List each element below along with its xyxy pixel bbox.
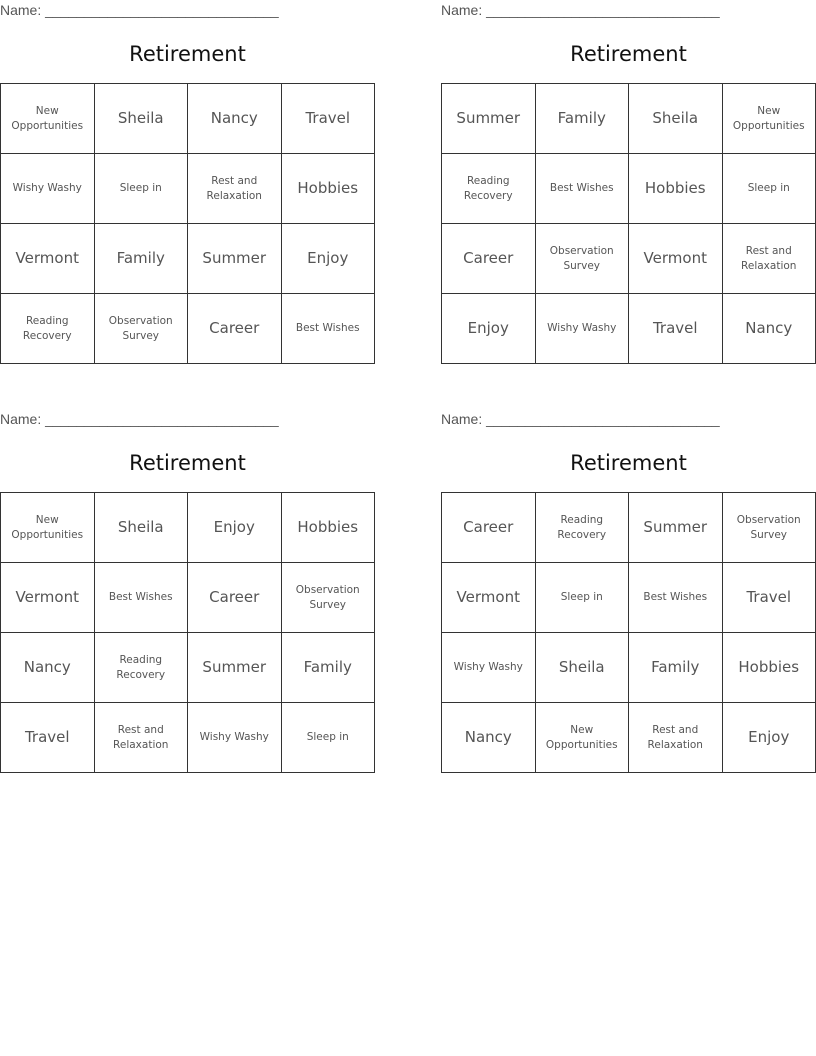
bingo-cell: Sheila: [629, 84, 723, 154]
bingo-cell: Career: [442, 493, 536, 563]
bingo-cell: Rest and Relaxation: [188, 154, 282, 224]
bingo-cell: Travel: [282, 84, 376, 154]
bingo-grid: [0, 492, 375, 773]
bingo-cell: Vermont: [629, 224, 723, 294]
bingo-cell: Enjoy: [723, 703, 816, 773]
bingo-cell: Enjoy: [442, 294, 536, 364]
bingo-cell: Rest and Relaxation: [723, 224, 816, 294]
bingo-cell: Nancy: [1, 633, 95, 703]
bingo-cell: Nancy: [442, 703, 536, 773]
bingo-cell: Reading Recovery: [1, 294, 95, 364]
bingo-cell: Vermont: [1, 224, 95, 294]
bingo-cell: Rest and Relaxation: [629, 703, 723, 773]
bingo-cell: New Opportunities: [1, 493, 95, 563]
bingo-cell: Nancy: [723, 294, 816, 364]
bingo-cell: Wishy Washy: [536, 294, 630, 364]
bingo-cell: Vermont: [442, 563, 536, 633]
bingo-cell: Observation Survey: [282, 563, 376, 633]
bingo-cell: Sleep in: [723, 154, 816, 224]
name-field: Name: ______________________________: [441, 2, 720, 18]
bingo-cell: Travel: [723, 563, 816, 633]
bingo-cell: Hobbies: [282, 493, 376, 563]
bingo-cell: New Opportunities: [1, 84, 95, 154]
bingo-cell: Observation Survey: [723, 493, 816, 563]
card-title: Retirement: [129, 451, 246, 475]
card-title: Retirement: [129, 42, 246, 66]
name-field: Name: ______________________________: [0, 2, 279, 18]
bingo-cell: Summer: [629, 493, 723, 563]
bingo-cell: Wishy Washy: [188, 703, 282, 773]
bingo-cell: Vermont: [1, 563, 95, 633]
card-title: Retirement: [570, 42, 687, 66]
bingo-cell: Career: [188, 563, 282, 633]
bingo-cell: Wishy Washy: [442, 633, 536, 703]
bingo-grid: [441, 83, 816, 364]
bingo-cell: Rest and Relaxation: [95, 703, 189, 773]
bingo-grid: [0, 83, 375, 364]
bingo-cell: Family: [95, 224, 189, 294]
bingo-cell: Observation Survey: [536, 224, 630, 294]
bingo-cell: Career: [442, 224, 536, 294]
bingo-grid: [441, 492, 816, 773]
bingo-cell: Nancy: [188, 84, 282, 154]
bingo-cell: Best Wishes: [95, 563, 189, 633]
bingo-cell: Summer: [442, 84, 536, 154]
bingo-cell: Sleep in: [95, 154, 189, 224]
bingo-cell: Sheila: [536, 633, 630, 703]
card-title: Retirement: [570, 451, 687, 475]
bingo-cell: Sleep in: [536, 563, 630, 633]
bingo-cell: Observation Survey: [95, 294, 189, 364]
bingo-cell: Best Wishes: [536, 154, 630, 224]
name-field: Name: ______________________________: [441, 411, 720, 427]
bingo-cell: Sheila: [95, 84, 189, 154]
bingo-cell: Best Wishes: [282, 294, 376, 364]
bingo-cell: Travel: [1, 703, 95, 773]
bingo-cell: Family: [629, 633, 723, 703]
bingo-cell: New Opportunities: [723, 84, 816, 154]
bingo-cell: Reading Recovery: [536, 493, 630, 563]
bingo-cell: Sheila: [95, 493, 189, 563]
bingo-cell: Hobbies: [723, 633, 816, 703]
bingo-cell: Best Wishes: [629, 563, 723, 633]
bingo-cell: Reading Recovery: [442, 154, 536, 224]
bingo-cell: Enjoy: [188, 493, 282, 563]
bingo-cell: Hobbies: [629, 154, 723, 224]
bingo-cell: Family: [536, 84, 630, 154]
bingo-cell: New Opportunities: [536, 703, 630, 773]
bingo-cell: Enjoy: [282, 224, 376, 294]
bingo-cell: Hobbies: [282, 154, 376, 224]
bingo-cell: Career: [188, 294, 282, 364]
bingo-cell: Sleep in: [282, 703, 376, 773]
bingo-cell: Family: [282, 633, 376, 703]
bingo-cell: Reading Recovery: [95, 633, 189, 703]
name-field: Name: ______________________________: [0, 411, 279, 427]
bingo-cell: Travel: [629, 294, 723, 364]
bingo-cell: Summer: [188, 224, 282, 294]
bingo-cell: Summer: [188, 633, 282, 703]
bingo-cell: Wishy Washy: [1, 154, 95, 224]
